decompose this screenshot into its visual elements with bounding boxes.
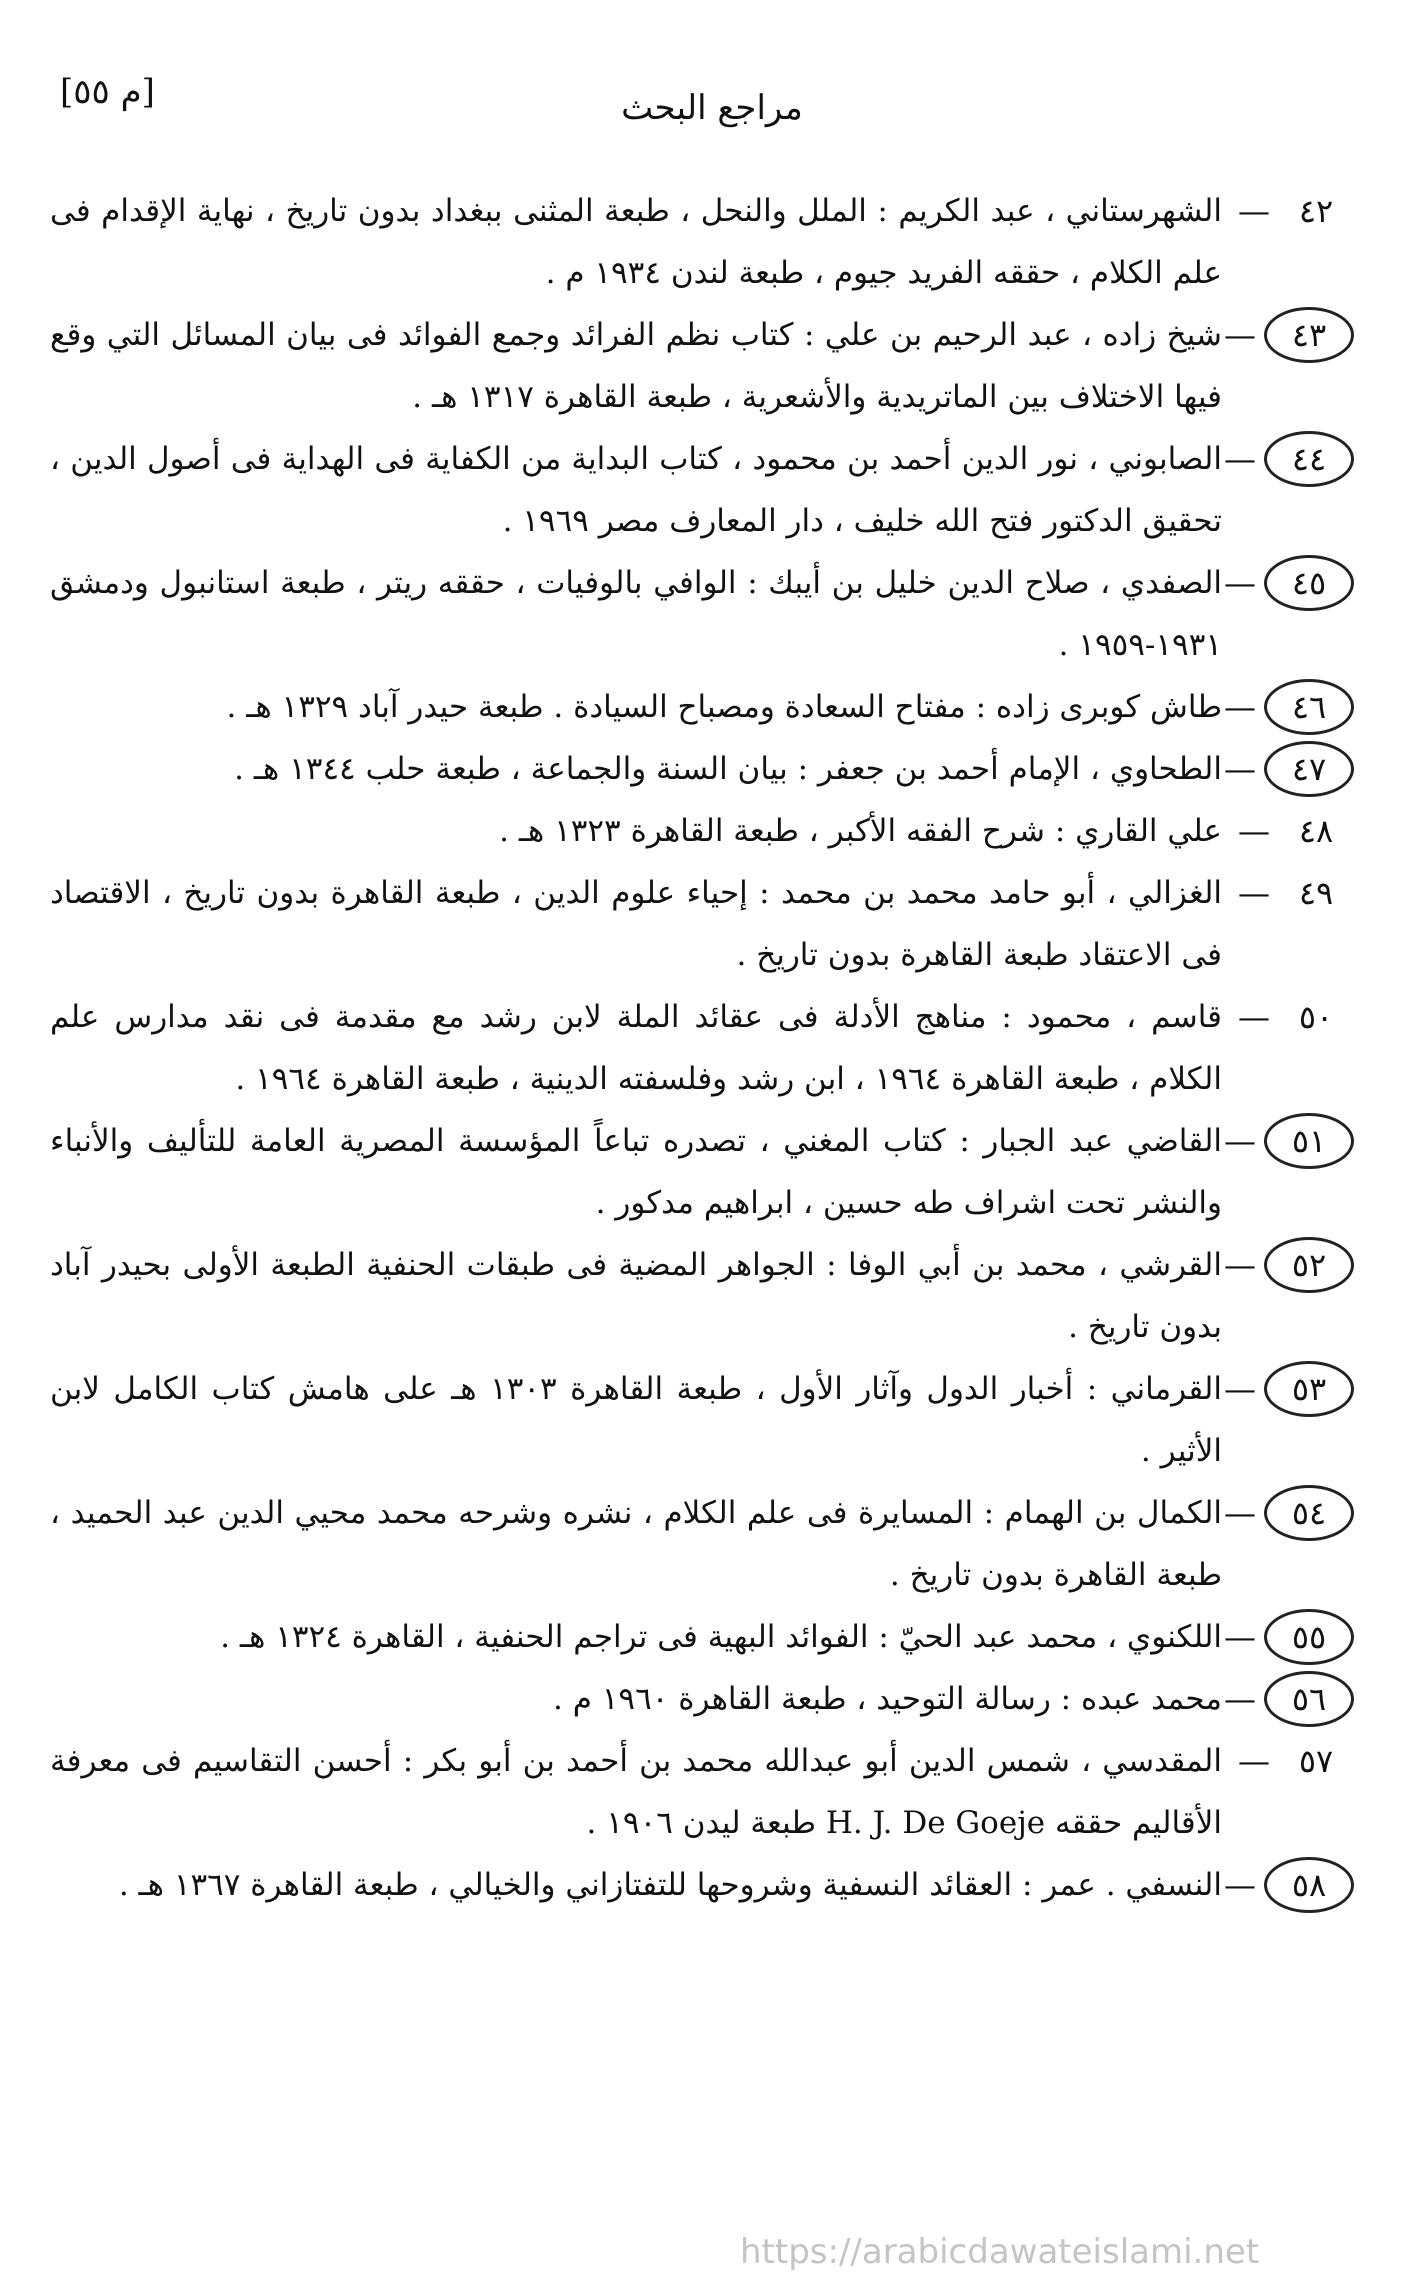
reference-dash: — <box>1224 316 1256 354</box>
reference-text: علي القاري : شرح الفقه الأكبر ، طبعة القاهرة ١٣٢٣ هـ . <box>499 813 1222 849</box>
reference-text: الصفدي ، صلاح الدين خليل بن أيبك : الوافي بالوفيات ، حققه ريتر ، طبعة استانبول ودمشق ١٩٣١-١٩٥٩ . <box>50 565 1222 663</box>
circled-reference-number: ٤٥ <box>1264 555 1354 611</box>
reference-entry <box>50 1606 1354 1668</box>
reference-number-cell <box>1222 1358 1354 1420</box>
reference-number-cell <box>1222 552 1354 614</box>
reference-entry <box>50 1854 1354 1916</box>
reference-dash: — <box>1238 1742 1270 1780</box>
reference-dash: — <box>1224 750 1256 788</box>
reference-text: الصابوني ، نور الدين أحمد بن محمود ، كتاب البداية من الكفاية فى الهداية فى أصول الدين ، تحقيق الدكتور فتح الله خليف ، دار المعارف مصر ١٩٦٩ . <box>50 441 1222 539</box>
reference-number-cell <box>1222 304 1354 366</box>
page-number: [م ٥٥] <box>60 72 155 112</box>
reference-dash: — <box>1224 1494 1256 1532</box>
reference-text: شيخ زاده ، عبد الرحيم بن علي : كتاب نظم الفرائد وجمع الفوائد فى بيان المسائل التي وقع فيها الاختلاف بين الماتريدية والأشعرية ، طبعة القاهرة ١٣١٧ هـ . <box>50 317 1222 415</box>
reference-number-cell <box>1222 986 1354 1048</box>
reference-dash: — <box>1224 564 1256 602</box>
reference-number-cell <box>1222 1234 1354 1296</box>
watermark: https://arabicdawateislami.net <box>740 2232 1260 2272</box>
circled-reference-number: ٥٥ <box>1264 1609 1354 1665</box>
reference-number-cell <box>1222 1482 1354 1544</box>
reference-dash: — <box>1224 1246 1256 1284</box>
reference-number: ٤٢ <box>1298 192 1334 230</box>
reference-number-cell <box>1222 1606 1354 1668</box>
circled-reference-number: ٥٨ <box>1264 1857 1354 1913</box>
circled-reference-number: ٥٤ <box>1264 1485 1354 1541</box>
reference-number-cell <box>1222 676 1354 738</box>
reference-entry <box>50 428 1354 552</box>
reference-text: الطحاوي ، الإمام أحمد بن جعفر : بيان السنة والجماعة ، طبعة حلب ١٣٤٤ هـ . <box>234 751 1222 787</box>
circled-reference-number: ٤٦ <box>1264 679 1354 735</box>
reference-entry <box>50 800 1354 862</box>
reference-number-cell <box>1222 1730 1354 1792</box>
reference-number-cell <box>1222 1854 1354 1916</box>
reference-text: المقدسي ، شمس الدين أبو عبدالله محمد بن أحمد بن أبو بكر : أحسن التقاسيم فى معرفة الأقاليم حققه H. J. De Goeje طبعة ليدن ١٩٠٦ . <box>50 1743 1222 1841</box>
reference-text: قاسم ، محمود : مناهج الأدلة فى عقائد الملة لابن رشد مع مقدمة فى نقد مدارس علم الكلام ، طبعة القاهرة ١٩٦٤ ، ابن رشد وفلسفته الدينية ، طبعة القاهرة ١٩٦٤ . <box>50 999 1222 1097</box>
reference-dash: — <box>1238 998 1270 1036</box>
reference-entry <box>50 180 1354 304</box>
reference-dash: — <box>1238 192 1270 230</box>
reference-entry <box>50 304 1354 428</box>
reference-number-cell <box>1222 738 1354 800</box>
reference-dash: — <box>1224 1866 1256 1904</box>
reference-dash: — <box>1224 1122 1256 1160</box>
reference-number: ٤٨ <box>1298 812 1334 850</box>
reference-text: القاضي عبد الجبار : كتاب المغني ، تصدره تباعاً المؤسسة المصرية العامة للتأليف والأنباء والنشر تحت اشراف طه حسين ، ابراهيم مدكور . <box>50 1123 1222 1221</box>
reference-entry <box>50 986 1354 1110</box>
reference-text: اللكنوي ، محمد عبد الحيّ : الفوائد البهية فى تراجم الحنفية ، القاهرة ١٣٢٤ هـ . <box>220 1619 1222 1655</box>
reference-entry <box>50 1482 1354 1606</box>
circled-reference-number: ٥٣ <box>1264 1361 1354 1417</box>
reference-text: النسفي . عمر : العقائد النسفية وشروحها للتفتازاني والخيالي ، طبعة القاهرة ١٣٦٧ هـ . <box>118 1867 1222 1903</box>
reference-dash: — <box>1224 1370 1256 1408</box>
page-title: مراجع البحث <box>621 88 803 128</box>
reference-text: طاش كوبرى زاده : مفتاح السعادة ومصباح السيادة . طبعة حيدر آباد ١٣٢٩ هـ . <box>226 689 1222 725</box>
reference-number-cell <box>1222 1110 1354 1172</box>
reference-dash: — <box>1224 1618 1256 1656</box>
reference-entry <box>50 552 1354 676</box>
reference-dash: — <box>1224 1680 1256 1718</box>
reference-dash: — <box>1238 874 1270 912</box>
reference-entry <box>50 1668 1354 1730</box>
reference-entry <box>50 1358 1354 1482</box>
reference-entry <box>50 738 1354 800</box>
reference-text: الكمال بن الهمام : المسايرة فى علم الكلام ، نشره وشرحه محمد محيي الدين عبد الحميد ، طبعة القاهرة بدون تاريخ . <box>50 1495 1222 1593</box>
reference-entry <box>50 1234 1354 1358</box>
circled-reference-number: ٤٤ <box>1264 431 1354 487</box>
reference-text: القرماني : أخبار الدول وآثار الأول ، طبعة القاهرة ١٣٠٣ هـ على هامش كتاب الكامل لابن الأثير . <box>50 1371 1222 1469</box>
reference-number: ٤٩ <box>1298 874 1334 912</box>
reference-number-cell <box>1222 862 1354 924</box>
reference-text: الشهرستاني ، عبد الكريم : الملل والنحل ، طبعة المثنى ببغداد بدون تاريخ ، نهاية الإقدام فى علم الكلام ، حققه الفريد جيوم ، طبعة لندن ١٩٣٤ م . <box>50 193 1222 291</box>
reference-number-cell <box>1222 180 1354 242</box>
circled-reference-number: ٥٦ <box>1264 1671 1354 1727</box>
reference-dash: — <box>1224 688 1256 726</box>
reference-text: القرشي ، محمد بن أبي الوفا : الجواهر المضية فى طبقات الحنفية الطبعة الأولى بحيدر آباد بدون تاريخ . <box>50 1247 1222 1345</box>
reference-dash: — <box>1224 440 1256 478</box>
circled-reference-number: ٤٧ <box>1264 741 1354 797</box>
reference-number-cell <box>1222 800 1354 862</box>
reference-dash: — <box>1238 812 1270 850</box>
reference-entry <box>50 1110 1354 1234</box>
reference-entry <box>50 862 1354 986</box>
reference-text: الغزالي ، أبو حامد محمد بن محمد : إحياء علوم الدين ، طبعة القاهرة بدون تاريخ ، الاقتصاد فى الاعتقاد طبعة القاهرة بدون تاريخ . <box>50 875 1222 973</box>
reference-text: محمد عبده : رسالة التوحيد ، طبعة القاهرة ١٩٦٠ م . <box>553 1681 1222 1717</box>
reference-number-cell <box>1222 1668 1354 1730</box>
references-list <box>50 180 1354 1916</box>
circled-reference-number: ٥١ <box>1264 1113 1354 1169</box>
reference-number: ٥٧ <box>1298 1742 1334 1780</box>
circled-reference-number: ٤٣ <box>1264 307 1354 363</box>
circled-reference-number: ٥٢ <box>1264 1237 1354 1293</box>
reference-entry <box>50 1730 1354 1854</box>
reference-number: ٥٠ <box>1298 998 1334 1036</box>
reference-number-cell <box>1222 428 1354 490</box>
reference-entry <box>50 676 1354 738</box>
